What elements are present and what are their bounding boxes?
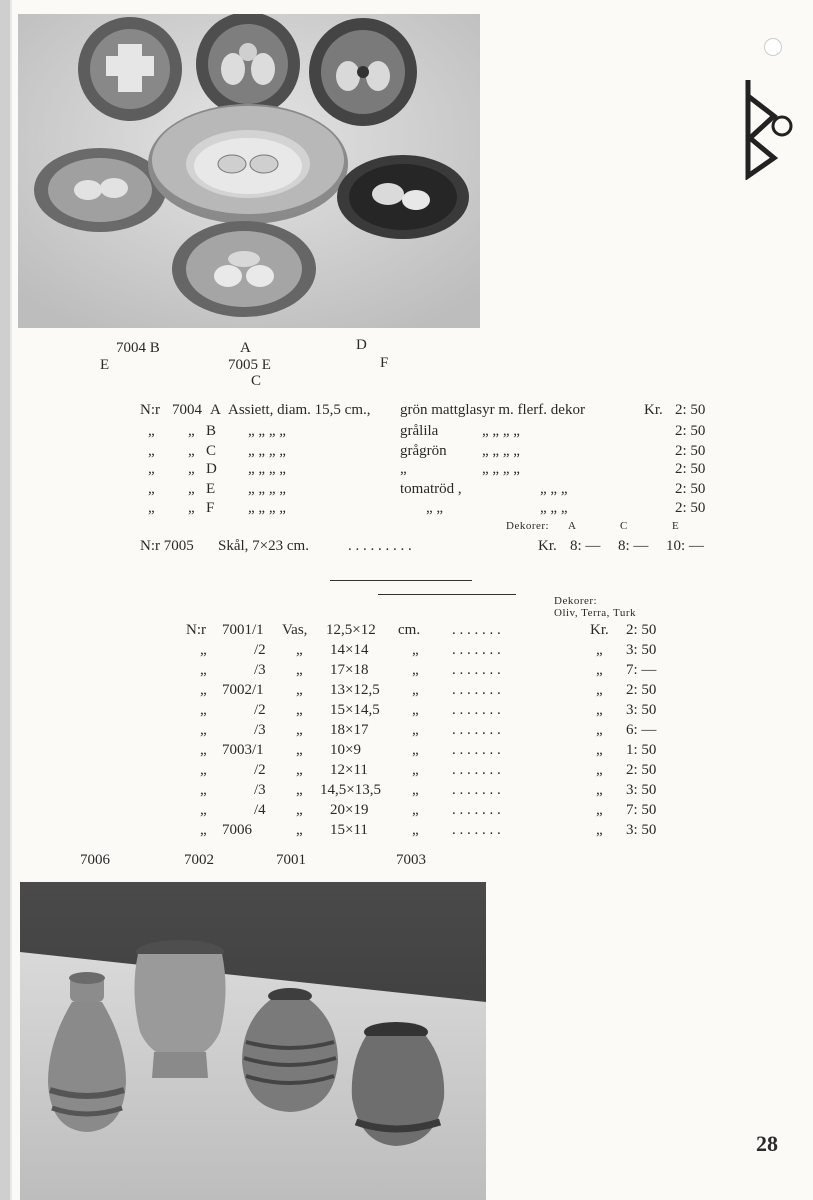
page-binding-shadow <box>10 0 12 1200</box>
vase-dekor-label: Dekorer: <box>554 595 598 607</box>
caption-7005e: 7005 E <box>228 357 271 373</box>
plate-c <box>172 221 316 317</box>
plate-f <box>337 155 469 239</box>
page-binding-edge <box>0 0 10 1200</box>
caption-e-left: E <box>100 357 110 373</box>
caption-7006: 7006 <box>80 852 110 868</box>
section-rule-2 <box>378 594 516 595</box>
plate-e-left <box>34 148 166 232</box>
plate-d <box>309 18 417 126</box>
plates-photo <box>18 14 480 328</box>
caption-7003: 7003 <box>396 852 426 868</box>
plate-b <box>196 14 300 116</box>
caption-f: F <box>380 355 389 371</box>
vases-photo <box>20 882 486 1200</box>
caption-a: A <box>240 340 251 356</box>
vase-dekor-names: Oliv, Terra, Turk <box>554 607 636 619</box>
caption-7004b: 7004 B <box>116 340 160 356</box>
punch-hole <box>764 38 782 56</box>
plate-a <box>78 17 182 121</box>
section-rule-1 <box>330 580 472 581</box>
caption-c: C <box>251 373 262 389</box>
bowl-7005 <box>148 104 348 224</box>
caption-7001: 7001 <box>276 852 306 868</box>
caption-d: D <box>356 337 367 353</box>
bo-logo-icon <box>742 76 798 180</box>
page-number: 28 <box>756 1131 778 1156</box>
caption-7002: 7002 <box>184 852 214 868</box>
